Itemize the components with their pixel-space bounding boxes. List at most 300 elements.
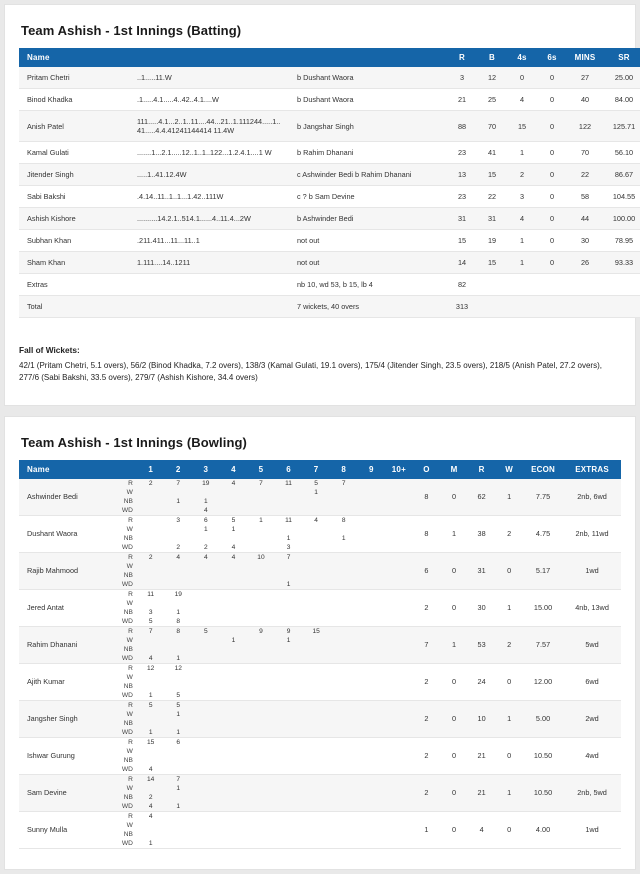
over-cell <box>192 811 220 848</box>
fours: 1 <box>507 252 537 274</box>
batter-name: Extras <box>19 274 129 296</box>
col-over-2: 2 <box>164 460 192 479</box>
col-sixes: 6s <box>537 48 567 67</box>
balls-faced: 31 <box>477 208 507 230</box>
col-balls: B <box>477 48 507 67</box>
minutes: 44 <box>567 208 603 230</box>
balls-faced: 15 <box>477 252 507 274</box>
col-blank-1 <box>129 48 289 67</box>
table-row <box>19 552 621 589</box>
overs: 1 <box>413 811 441 848</box>
wickets: 1 <box>495 700 523 737</box>
over-cell: 8 1 <box>164 626 192 663</box>
dismissal: b Ashwinder Bedi <box>289 208 447 230</box>
over-cell <box>330 626 358 663</box>
over-cell <box>302 663 330 700</box>
delivery-type-labels: R W NB WD <box>119 774 137 811</box>
over-cell <box>192 737 220 774</box>
batter-name: Sham Khan <box>19 252 129 274</box>
runs: 13 <box>447 164 477 186</box>
runs-conceded: 30 <box>468 589 496 626</box>
bowler-name: Dushant Waora <box>19 515 119 552</box>
extras: 2nb, 11wd <box>563 515 621 552</box>
sixes: 0 <box>537 67 567 89</box>
bowler-name: Sunny Mulla <box>19 811 119 848</box>
col-over-4: 4 <box>220 460 248 479</box>
over-cell: 5 1 <box>302 479 330 516</box>
over-cell: 6 1 2 <box>192 515 220 552</box>
overs: 2 <box>413 700 441 737</box>
over-cell <box>275 737 303 774</box>
col-econ: ECON <box>523 460 563 479</box>
strike-rate: 25.00 <box>603 67 640 89</box>
over-cell <box>220 663 248 700</box>
over-cell <box>385 774 413 811</box>
wickets: 2 <box>495 515 523 552</box>
runs: 88 <box>447 111 477 142</box>
strike-rate: 104.55 <box>603 186 640 208</box>
wickets: 1 <box>495 589 523 626</box>
ball-by-ball: ..........14.2.1..514.1......4..11.4...2W <box>129 208 289 230</box>
over-cell: 3 2 <box>164 515 192 552</box>
runs-conceded: 10 <box>468 700 496 737</box>
col-overs: O <box>413 460 441 479</box>
over-cell: 6 <box>164 737 192 774</box>
over-cell <box>385 737 413 774</box>
wickets: 0 <box>495 552 523 589</box>
wickets: 0 <box>495 811 523 848</box>
batting-table <box>19 48 640 318</box>
sixes: 0 <box>537 230 567 252</box>
over-cell <box>192 700 220 737</box>
wickets: 1 <box>495 479 523 516</box>
ball-by-ball: .......1...2.1.....12..1..1..122...1.2.4.1....1 W <box>129 142 289 164</box>
col-runs: R <box>447 48 477 67</box>
bowling-section-title: Team Ashish - 1st Innings (Bowling) <box>21 434 247 450</box>
bowler-name: Ashwinder Bedi <box>19 479 119 516</box>
over-cell <box>302 700 330 737</box>
over-cell <box>358 811 386 848</box>
wickets: 2 <box>495 626 523 663</box>
over-cell: 11 <box>275 479 303 516</box>
over-cell <box>220 737 248 774</box>
over-cell <box>220 589 248 626</box>
dismissal: b Dushant Waora <box>289 67 447 89</box>
col-over-8: 8 <box>330 460 358 479</box>
over-cell <box>358 552 386 589</box>
over-cell: 15 <box>302 626 330 663</box>
bowler-name: Jangsher Singh <box>19 700 119 737</box>
minutes: 58 <box>567 186 603 208</box>
bowler-name: Ajith Kumar <box>19 663 119 700</box>
bowler-name: Rahim Dhanani <box>19 626 119 663</box>
batter-name: Sabi Bakshi <box>19 186 129 208</box>
strike-rate: 78.95 <box>603 230 640 252</box>
wickets: 0 <box>495 663 523 700</box>
batting-table-body <box>19 67 640 318</box>
over-cell <box>247 589 275 626</box>
bowling-table <box>19 460 621 849</box>
over-cell: 9 <box>247 626 275 663</box>
over-cell: 7 1 1 <box>164 774 192 811</box>
over-cell <box>358 700 386 737</box>
over-cell: 4 <box>164 552 192 589</box>
over-cell: 5 1 <box>137 700 165 737</box>
batter-name: Total <box>19 296 129 318</box>
over-cell <box>192 589 220 626</box>
overs: 7 <box>413 626 441 663</box>
over-cell <box>330 663 358 700</box>
table-row <box>19 142 640 164</box>
table-row <box>19 164 640 186</box>
table-row <box>19 811 621 848</box>
fall-of-wickets-line-2: 277/6 (Sabi Bakshi, 33.5 overs), 279/7 (Ashish Kishore, 34.4 overs) <box>19 373 258 383</box>
batter-name: Jitender Singh <box>19 164 129 186</box>
over-cell <box>358 589 386 626</box>
over-cell <box>330 774 358 811</box>
fours <box>507 296 537 318</box>
over-cell <box>220 774 248 811</box>
dismissal: c ? b Sam Devine <box>289 186 447 208</box>
over-cell <box>385 479 413 516</box>
over-cell <box>220 700 248 737</box>
bowler-name: Sam Devine <box>19 774 119 811</box>
table-row <box>19 700 621 737</box>
over-cell <box>275 700 303 737</box>
table-row <box>19 111 640 142</box>
table-row <box>19 274 640 296</box>
overs: 2 <box>413 589 441 626</box>
col-fours: 4s <box>507 48 537 67</box>
runs-conceded: 38 <box>468 515 496 552</box>
sixes: 0 <box>537 208 567 230</box>
over-cell: 2 <box>137 479 165 516</box>
runs: 14 <box>447 252 477 274</box>
dismissal: 7 wickets, 40 overs <box>289 296 447 318</box>
extras: 4nb, 13wd <box>563 589 621 626</box>
over-cell: 12 5 <box>164 663 192 700</box>
maidens: 0 <box>440 589 468 626</box>
runs-conceded: 53 <box>468 626 496 663</box>
runs: 31 <box>447 208 477 230</box>
over-cell: 9 1 <box>275 626 303 663</box>
over-cell <box>302 811 330 848</box>
batter-name: Subhan Khan <box>19 230 129 252</box>
table-row <box>19 515 621 552</box>
over-cell: 1 <box>247 515 275 552</box>
extras: 2wd <box>563 700 621 737</box>
strike-rate: 125.71 <box>603 111 640 142</box>
over-cell <box>358 663 386 700</box>
sixes: 0 <box>537 186 567 208</box>
balls-faced: 70 <box>477 111 507 142</box>
ball-by-ball: .211.411...11...11..1 <box>129 230 289 252</box>
over-cell <box>275 811 303 848</box>
delivery-type-labels: R W NB WD <box>119 479 137 516</box>
batting-header-row <box>19 48 640 67</box>
delivery-type-labels: R W NB WD <box>119 515 137 552</box>
sixes: 0 <box>537 252 567 274</box>
balls-faced <box>477 296 507 318</box>
over-cell: 2 <box>137 552 165 589</box>
runs: 15 <box>447 230 477 252</box>
over-cell <box>192 774 220 811</box>
over-cell <box>358 737 386 774</box>
fall-of-wickets <box>19 344 621 385</box>
fours: 15 <box>507 111 537 142</box>
extras: 1wd <box>563 811 621 848</box>
col-over-1: 1 <box>137 460 165 479</box>
economy: 7.57 <box>523 626 563 663</box>
over-cell <box>302 589 330 626</box>
sixes: 0 <box>537 111 567 142</box>
over-cell <box>302 774 330 811</box>
sixes <box>537 296 567 318</box>
balls-faced: 15 <box>477 164 507 186</box>
over-cell <box>247 811 275 848</box>
dismissal: nb 10, wd 53, b 15, lb 4 <box>289 274 447 296</box>
over-cell <box>137 515 165 552</box>
over-cell <box>358 515 386 552</box>
fours: 4 <box>507 89 537 111</box>
economy: 5.17 <box>523 552 563 589</box>
over-cell: 4 <box>220 479 248 516</box>
col-mins: MINS <box>567 48 603 67</box>
col-name: Name <box>19 460 119 479</box>
runs: 23 <box>447 142 477 164</box>
runs-conceded: 31 <box>468 552 496 589</box>
runs-conceded: 21 <box>468 774 496 811</box>
minutes <box>567 296 603 318</box>
balls-faced: 19 <box>477 230 507 252</box>
bowling-card <box>4 416 636 870</box>
batter-name: Ashish Kishore <box>19 208 129 230</box>
balls-faced: 12 <box>477 67 507 89</box>
col-extras: EXTRAS <box>563 460 621 479</box>
col-over-6: 6 <box>275 460 303 479</box>
fours: 4 <box>507 208 537 230</box>
balls-faced <box>477 274 507 296</box>
over-cell: 14 2 4 <box>137 774 165 811</box>
over-cell <box>385 552 413 589</box>
over-cell <box>247 700 275 737</box>
bowler-name: Ishwar Gurung <box>19 737 119 774</box>
over-cell: 4 1 <box>137 811 165 848</box>
minutes: 22 <box>567 164 603 186</box>
minutes: 40 <box>567 89 603 111</box>
ball-by-ball <box>129 274 289 296</box>
delivery-type-labels: R W NB WD <box>119 663 137 700</box>
table-row <box>19 252 640 274</box>
maidens: 0 <box>440 737 468 774</box>
maidens: 1 <box>440 626 468 663</box>
maidens: 0 <box>440 552 468 589</box>
table-row <box>19 626 621 663</box>
fours: 0 <box>507 67 537 89</box>
ball-by-ball: 1.111....14..1211 <box>129 252 289 274</box>
strike-rate: 56.10 <box>603 142 640 164</box>
over-cell <box>358 479 386 516</box>
table-row <box>19 296 640 318</box>
over-cell <box>330 811 358 848</box>
delivery-type-labels: R W NB WD <box>119 589 137 626</box>
table-row <box>19 479 621 516</box>
over-cell <box>275 589 303 626</box>
sixes: 0 <box>537 89 567 111</box>
over-cell: 15 4 <box>137 737 165 774</box>
over-cell: 7 1 <box>275 552 303 589</box>
runs-conceded: 4 <box>468 811 496 848</box>
dismissal: not out <box>289 252 447 274</box>
runs-conceded: 21 <box>468 737 496 774</box>
batting-section-title: Team Ashish - 1st Innings (Batting) <box>21 23 242 38</box>
economy: 7.75 <box>523 479 563 516</box>
economy: 12.00 <box>523 663 563 700</box>
overs: 8 <box>413 479 441 516</box>
delivery-type-labels: R W NB WD <box>119 552 137 589</box>
maidens: 0 <box>440 700 468 737</box>
strike-rate: 93.33 <box>603 252 640 274</box>
col-over-9: 9 <box>358 460 386 479</box>
runs: 82 <box>447 274 477 296</box>
over-cell <box>385 589 413 626</box>
col-maidens: M <box>440 460 468 479</box>
col-over-7: 7 <box>302 460 330 479</box>
over-cell <box>385 700 413 737</box>
bowler-name: Jered Antat <box>19 589 119 626</box>
col-type <box>119 460 137 479</box>
sixes <box>537 274 567 296</box>
delivery-type-labels: R W NB WD <box>119 737 137 774</box>
minutes <box>567 274 603 296</box>
dismissal: not out <box>289 230 447 252</box>
economy: 5.00 <box>523 700 563 737</box>
over-cell: 7 <box>330 479 358 516</box>
over-cell <box>192 663 220 700</box>
minutes: 27 <box>567 67 603 89</box>
fours: 1 <box>507 142 537 164</box>
over-cell: 4 <box>220 552 248 589</box>
bowling-header-row <box>19 460 621 479</box>
overs: 6 <box>413 552 441 589</box>
col-over-3: 3 <box>192 460 220 479</box>
table-row <box>19 589 621 626</box>
over-cell: 7 <box>247 479 275 516</box>
balls-faced: 22 <box>477 186 507 208</box>
balls-faced: 41 <box>477 142 507 164</box>
over-cell <box>275 774 303 811</box>
table-row <box>19 230 640 252</box>
overs: 2 <box>413 737 441 774</box>
over-cell: 11 1 3 <box>275 515 303 552</box>
col-over-5: 5 <box>247 460 275 479</box>
over-cell <box>220 811 248 848</box>
over-cell <box>247 774 275 811</box>
balls-faced: 25 <box>477 89 507 111</box>
over-cell <box>164 811 192 848</box>
col-over-10plus: 10+ <box>385 460 413 479</box>
maidens: 0 <box>440 663 468 700</box>
overs: 8 <box>413 515 441 552</box>
over-cell: 4 <box>302 515 330 552</box>
over-cell: 12 1 <box>137 663 165 700</box>
delivery-type-labels: R W NB WD <box>119 700 137 737</box>
over-cell <box>247 663 275 700</box>
sixes: 0 <box>537 164 567 186</box>
bowler-name: Rajib Mahmood <box>19 552 119 589</box>
table-row <box>19 774 621 811</box>
table-row <box>19 186 640 208</box>
extras: 5wd <box>563 626 621 663</box>
over-cell <box>330 552 358 589</box>
delivery-type-labels: R W NB WD <box>119 811 137 848</box>
table-row <box>19 737 621 774</box>
over-cell <box>330 700 358 737</box>
minutes: 122 <box>567 111 603 142</box>
col-strike-rate: SR <box>603 48 640 67</box>
col-runs: R <box>468 460 496 479</box>
fall-of-wickets-title: Fall of Wickets: <box>19 345 80 355</box>
minutes: 26 <box>567 252 603 274</box>
dismissal: b Dushant Waora <box>289 89 447 111</box>
minutes: 70 <box>567 142 603 164</box>
batting-table-head <box>19 48 640 67</box>
over-cell: 5 <box>192 626 220 663</box>
fours: 1 <box>507 230 537 252</box>
over-cell <box>358 626 386 663</box>
over-cell <box>330 737 358 774</box>
table-row <box>19 663 621 700</box>
over-cell <box>330 589 358 626</box>
table-row <box>19 67 640 89</box>
ball-by-ball: .....1..41.12.4W <box>129 164 289 186</box>
economy: 10.50 <box>523 774 563 811</box>
table-row <box>19 89 640 111</box>
over-cell: 19 1 8 <box>164 589 192 626</box>
strike-rate: 86.67 <box>603 164 640 186</box>
ball-by-ball: .4.14..11..1..1...1.42..111W <box>129 186 289 208</box>
maidens: 0 <box>440 811 468 848</box>
extras: 2nb, 6wd <box>563 479 621 516</box>
runs: 23 <box>447 186 477 208</box>
over-cell: 5 1 4 <box>220 515 248 552</box>
bowling-table-head <box>19 460 621 479</box>
sixes: 0 <box>537 142 567 164</box>
over-cell: 7 1 <box>164 479 192 516</box>
batter-name: Anish Patel <box>19 111 129 142</box>
over-cell <box>385 626 413 663</box>
col-name: Name <box>19 48 129 67</box>
economy: 4.00 <box>523 811 563 848</box>
runs: 313 <box>447 296 477 318</box>
extras: 2nb, 5wd <box>563 774 621 811</box>
dismissal: c Ashwinder Bedi b Rahim Dhanani <box>289 164 447 186</box>
over-cell <box>385 663 413 700</box>
fours: 3 <box>507 186 537 208</box>
strike-rate <box>603 274 640 296</box>
wickets: 0 <box>495 737 523 774</box>
batter-name: Pritam Chetri <box>19 67 129 89</box>
col-wickets: W <box>495 460 523 479</box>
maidens: 0 <box>440 479 468 516</box>
over-cell: 19 1 4 <box>192 479 220 516</box>
strike-rate: 84.00 <box>603 89 640 111</box>
dismissal: b Rahim Dhanani <box>289 142 447 164</box>
runs: 21 <box>447 89 477 111</box>
maidens: 0 <box>440 774 468 811</box>
economy: 10.50 <box>523 737 563 774</box>
ball-by-ball: ..1.....11.W <box>129 67 289 89</box>
